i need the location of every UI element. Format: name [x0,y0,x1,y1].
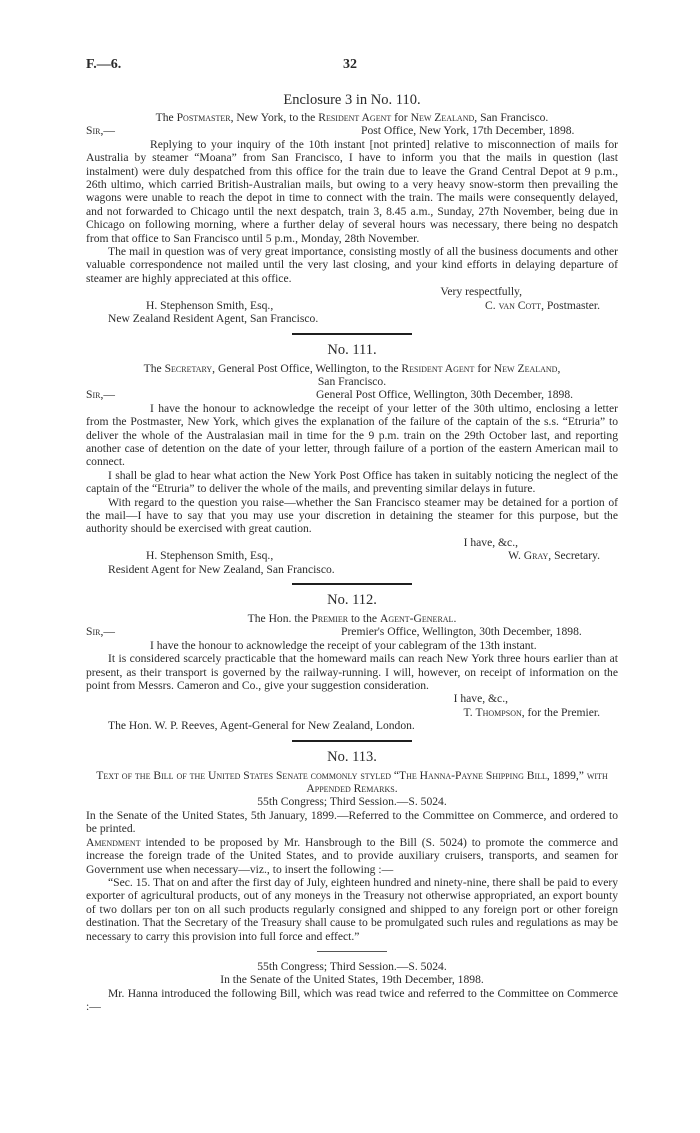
no-113-section [86,749,618,1014]
senate-referral: In the Senate of the United States, 5th January, 1899.—Referred to the Committee on Commerce, and ordered to be printed. [86,808,618,836]
no-111-section [86,342,618,577]
congress-line: 55th Congress; Third Session.—S. 5024. [257,795,447,809]
enclosure-title: Enclosure 3 in No. 110. [283,92,421,108]
place-date: General Post Office, Wellington, 30th December, 1898. [316,388,574,402]
salutation-line [86,388,618,401]
addressee: H. Stephenson Smith, Esq., [146,549,274,563]
amendment-paragraph: Amendment intended to be proposed by Mr. Hansbrough to the Bill (S. 5024) to promote the commerce and increase the foreign trade of the United States, and to provide auxiliary cruisers, transports, and seamen for Government use when necessary—viz., to insert the following :— [86,835,618,876]
salutation: Sir,— [86,388,115,402]
signatory: W. Gray, Secretary. [508,549,600,563]
place-date: Post Office, New York, 17th December, 1898. [361,124,575,138]
section-divider [292,740,412,742]
body-paragraph: I have the honour to acknowledge the receipt of your letter of the 30th ultimo, enclosing a letter from the Postmaster, New York, which gives the explanation of the failure of the captain of the s.s. “Etruria” to deliver the whole of the Australasian mail in time for the 9 p.m. train on the 29th October last, and reporting another case of detention on the date of your letter, through failure of a portion of the eastern American mail to connect. [86,401,618,469]
body-paragraph: I shall be glad to hear what action the New York Post Office has taken in suitably noticing the neglect of the captain of the “Etruria” to deliver the whole of the mails, and preventing similar delays in future. [86,468,618,496]
body-paragraph: Replying to your inquiry of the 10th instant [not printed] relative to misconnection of mails for Australia by steamer “Moana” from San Francisco, I have to inform you that the mails in question (last instalment) were duly despatched from this office for the train due to leave the Grand Central Depot at 9 p.m., 26th ultimo, which carried British-Australian mails, but owing to a very heavy snow-storm then prevailing the wagons were unable to reach the depot in time to connect with the train. The mails were consequently delayed, and not forwarded to Chicago until the next despatch, train 3, 8.45 a.m., Sunday, 27th November, being due in Chicago on following morning, where a further delay of several hours was necessary, there being no despatch from that office to San Francisco until 5 p.m., Monday, 28th November. [86,137,618,245]
no-112-section [86,592,618,733]
letter-heading: The Postmaster, New York, to the Resident Agent for New Zealand, San Francisco. [155,111,549,124]
letter-heading-line-2: San Francisco. [317,374,387,388]
section-divider-thin [317,951,387,952]
salutation: Sir,— [86,124,115,138]
body-paragraph: Mr. Hanna introduced the following Bill, which was read twice and referred to the Committee on Commerce :— [86,986,618,1014]
salutation-line [86,625,618,638]
salutation-line [86,124,618,137]
letter-heading: The Secretary, General Post Office, Wellington, to the Resident Agent for New Zealand, [143,361,561,375]
signature-row [86,549,618,562]
senate-date-line: In the Senate of the United States, 19th December, 1898. [220,973,484,987]
signatory: C. van Cott, Postmaster. [485,298,600,312]
addressee: H. Stephenson Smith, Esq., [146,298,274,312]
section-number: No. 113. [327,748,377,765]
signatory: T. Thompson, for the Premier. [463,705,600,719]
page-reference: F.—6. [86,57,122,72]
section-divider [292,583,412,585]
addressee: The Hon. W. P. Reeves, Agent-General for New Zealand, London. [108,719,415,733]
body-paragraph: It is considered scarcely practicable that the homeward mails can reach New York three hours earlier than at present, as their transport is governed by the railway-running. I will, however, on receipt of information on the point from Messrs. Cameron and Co., give your suggestion consideration. [86,652,618,693]
addressee-title: New Zealand Resident Agent, San Francisco. [108,312,319,326]
body-paragraph: I have the honour to acknowledge the receipt of your cablegram of the 13th instant. [150,638,537,652]
enclosure-3-section [86,92,618,326]
closing: I have, &c., [453,692,508,706]
congress-line: 55th Congress; Third Session.—S. 5024. [257,959,447,973]
section-number: No. 112. [327,592,377,608]
section-number: No. 111. [327,341,377,358]
section-15-text: “Sec. 15. That on and after the first day of July, eighteen hundred and ninety-nine, there shall be paid to every exporter of agricultural products, out of any moneys in the Treasury not otherwise appropriated, an export bounty of two dollars per ton on all such products regularly consigned and shipped to any foreign port or other foreign destination. That the Secretary of the Treasury shall cause to be promulgated such rules and regulations as may be necessary to carry this provision into full force and effect.” [86,875,618,943]
letter-heading: The Hon. the Premier to the Agent-General. [247,612,457,625]
place-date: Premier's Office, Wellington, 30th December, 1898. [341,625,582,639]
signature-row [86,299,618,312]
section-divider [292,333,412,335]
salutation: Sir,— [86,625,115,639]
page-number: 32 [343,57,357,72]
page-content [86,92,618,1014]
addressee-title: Resident Agent for New Zealand, San Francisco. [108,562,335,576]
closing: I have, &c., [463,535,518,549]
bill-heading: Text of the Bill of the United States Senate commonly styled “The Hanna-Payne Shipping Bill, 1899,” with Appended Remarks. [96,768,608,796]
closing: Very respectfully, [440,285,522,299]
body-paragraph: With regard to the question you raise—whether the San Francisco steamer may be detained for a portion of the mail—I have to say that you may use your discretion in detaining the steamer for this purpose, but the authority should be exercised with great caution. [86,495,618,536]
body-paragraph: The mail in question was of very great importance, consisting mostly of all the business documents and other valuable correspondence not mailed until the very last closing, and your kind efforts in delaying departure of steamer are highly appreciated at this office. [86,245,618,285]
